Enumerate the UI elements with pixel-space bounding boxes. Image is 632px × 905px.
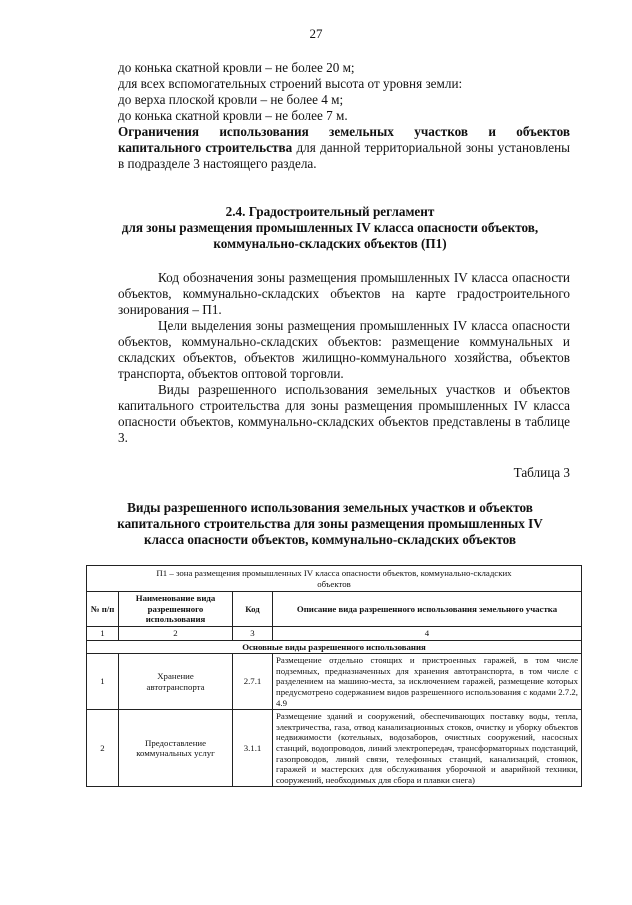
section-heading [80,204,580,252]
row-code: 2.7.1 [233,654,273,710]
col-number: 2 [119,626,233,640]
restriction-paragraph [118,124,570,172]
restriction-bold: Ограничения использования земельных участков и объектов капитального строительства [118,124,570,155]
col-header-description: Описание вида разрешенного использования земельного участка [273,592,582,627]
intro-line: до конька скатной кровли – не более 7 м. [118,108,348,123]
column-header-row [87,592,582,627]
row-num: 2 [87,710,119,787]
table-row [87,654,582,710]
row-description: Размещение отдельно стоящих и пристроенных гаражей, в том числе подземных, предназначенных для хранения автотранспорта, в том числе с разделением на машино-места, за исключением гаражей, размещение которых предусмотрено содержанием видов разрешенного использования с кодами 2.7.2, 4.9 [273,654,582,710]
col-header-name: Наименование вида разрешенного использования [119,592,233,627]
row-name: Предоставление коммунальных услуг [119,710,233,787]
col-header-num: № п/п [87,592,119,627]
row-name: Хранение автотранспорта [119,654,233,710]
col-number: 1 [87,626,119,640]
paragraph-goals: Цели выделения зоны размещения промышленных IV класса опасности объектов, коммунально-складских объектов: размещение коммунальных и складских объектов, объектов жилищно-коммунального хозяйства, объектов транспорта, объектов оптовой торговли. [118,318,570,381]
section-heading-line: коммунально-складских объектов (П1) [213,236,447,251]
intro-line: до конька скатной кровли – не более 20 м; [118,60,355,75]
table-label: Таблица 3 [513,465,570,480]
col-header-code: Код [233,592,273,627]
row-num: 1 [87,654,119,710]
land-use-table [86,565,582,787]
section-heading-line: для зоны размещения промышленных IV класса опасности объектов, [121,220,539,235]
section-heading-line: 2.4. Градостроительный регламент [225,204,435,219]
row-description: Размещение зданий и сооружений, обеспечивающих поставку воды, тепла, электричества, газа, отвод канализационных стоков, очистку и уборку объектов недвижимости (котельных, водозаборов, очистных сооружений, насосных станций, водопроводов, линий электропередач, трансформаторных подстанций, газопроводов, линий связи, телефонных станций, канализаций, стоянок, гаражей и мастерских для обслуживания уборочной и аварийной техники, сооружений, необходимых для сбора и плавки снега) [273,710,582,787]
row-code: 3.1.1 [233,710,273,787]
table-title-line: Виды разрешенного использования земельных участков и объектов [127,500,533,515]
body-paragraphs [118,270,570,446]
zone-header: П1 – зона размещения промышленных IV класса опасности объектов, коммунально-складских объектов [87,566,582,592]
intro-block [118,60,570,172]
table-title-line: капитального строительства для зоны размещения промышленных IV [117,516,543,531]
table-title-line: класса опасности объектов, коммунально-складских объектов [143,532,517,547]
intro-line: для всех вспомогательных строений высота от уровня земли: [118,76,463,91]
col-number: 4 [273,626,582,640]
paragraph-code: Код обозначения зоны размещения промышленных IV класса опасности объектов, коммунально-складских объектов на карте градостроительного зонирования – П1. [118,270,570,317]
section-title: Основные виды разрешенного использования [87,640,582,654]
page-number: 27 [309,26,323,41]
restriction-rest: для данной территориальной зоны установлены в подразделе 3 настоящего раздела. [118,140,571,171]
col-number: 3 [233,626,273,640]
zone-header-row [87,566,582,592]
table-title [80,500,580,548]
section-row [87,640,582,654]
column-number-row [87,626,582,640]
intro-line: до верха плоской кровли – не более 4 м; [118,92,344,107]
paragraph-types: Виды разрешенного использования земельных участков и объектов капитального строительства для зоны размещения промышленных IV класса опасности объектов, коммунально-складских объектов представлены в таблице 3. [118,382,570,445]
table-row [87,710,582,787]
